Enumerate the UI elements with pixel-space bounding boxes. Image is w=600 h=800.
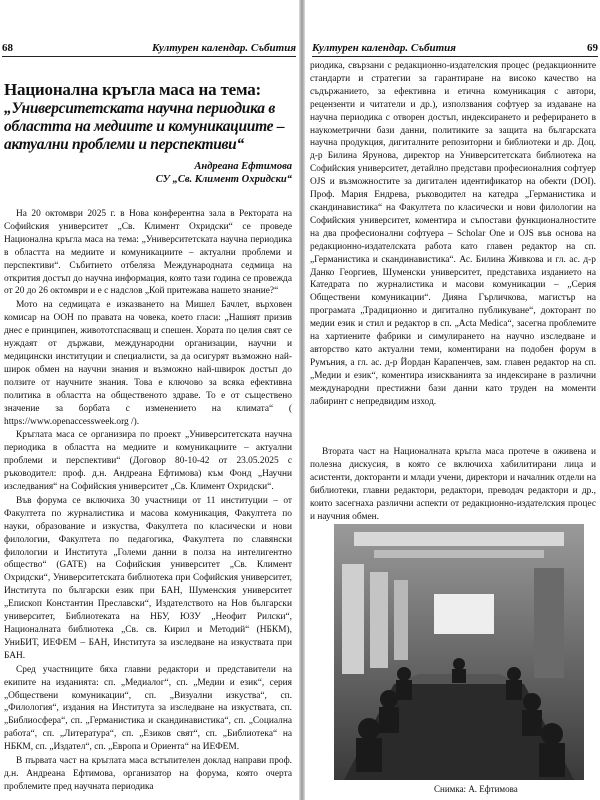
- right-column-text-2: [310, 446, 596, 524]
- right-column-text: [310, 60, 596, 500]
- author-block: [156, 160, 292, 186]
- paragraph: Във форума се включиха 30 участници от 11 институции – от Факултета по журналистика и масова комуникация, Факултета по науки, образование и изкуства, Факултета по класически и нови филологии, Факултета по педагогика, Факултета по славянски филологии и Института „Големи данни в полза на интелигентно общество“ (GATE) на Софийския университет „Св. Климент Охридски“, Университетската библиотека при Софийския университет, Института по български език при БАН, Шуменския университет „Епископ Константин Преславски“, Издателството на Нов български университет, Библиотеката на НБУ, ЮЗУ „Неофит Рилски“, Националната библиотека „Св. св. Кирил и Методий“ (НБКМ), УниБИТ, ИЕФЕМ – БАН, Института за изследване на изкуствата при БАН.: [4, 495, 292, 661]
- paragraph: Втората част на Националната кръгла маса протече в оживена и полезна дискусия, в която се включиха хабилитирани лица и асистенти, докторанти и млади учени, директори и началник отдели на библиотеки, главни редактори, редактори, преводач редактори и др., които засегнаха различни аспекти от редакционно-издателския процес и научния обмен.: [310, 447, 596, 522]
- left-page-header: [2, 42, 296, 57]
- author-affiliation: СУ „Св. Климент Охридски“: [155, 174, 292, 185]
- paragraph: На 20 октомври 2025 г. в Нова конферентна зала в Ректората на Софийския университет „Св. Климент Охридски“ се проведе Национална кръгла маса на тема: „Университетската научна периодика в областта на медиите и комуникациите – актуални проблеми и перспективи“. Събитието отбеляза Международната седмица на открития достъп до научна информация, която тази година се провежда от 20 до 26 октомври и е с надслов „Кой притежава нашето знание?“: [4, 209, 292, 297]
- paragraph: Сред участниците бяха главни редактори и представители на екипите на изданията: сп. „Медиалог“, сп. „Медии и език“, серия „Обществени комуникации“, сп. „Визуални изкуства“, сп. „Филология“, издания на Института за изследване на изкуствата, сп. „Библиосфера“, сп. „Германистика и скандинавистика“, сп. „Социална работа“, сп. „Литература“, сп. „Езиков свят“, сп. „Библиотека“ на НБКМ, сп. „Издател“, сп. „Европа и Ориента“ на ИЕФЕМ.: [4, 664, 292, 753]
- running-head: Културен календар. Събития: [152, 42, 296, 54]
- paragraph: риодика, свързани с редакционно-издателския процес (редакционните стандарти и стратегии за гарантиране на високо качество на съдържанието, за ефективна и етична комуникация с автори, рецензенти и читатели и др.), използвания софтуер за издаване на научна периодика с отворен достъп, индексирането и реферирането в наукометрични бази данни, политиките за защита на българската научна продукция, дигиталните репозиторни и библиотеки и др. Доц. д-р Билина Ярунова, директор на Университетската библиотека на Софийския университет, детайлно представи професионалния софтуер OJS и възможностите за дигитален идентификатор на обекти (DOI). Проф. Мария Ендрева, ръководител на катедра „Германистика и скандинавистика“ на Факултета по класически и нови филологии на Софийския университет, коментира и съпостави функционалностите на два професионални софтуера – Scholar One и OJS във основа на редакционно-издателската работа като главен редактор на сп. „Германистика и скандинавистика“. Ас. Билина Живкова и гл. ас. д-р Данко Георгиев, Шуменски университет, представиха изданието на Катедрата по журналистика и масови комуникации – „Серия Обществени комуникации“. Дияна Гърличкова, магистър на програмата „Традиционно и дигитално публикуване“, докторант по медии език и стил и редактор в сп. „Acta Medica“, засегна проблемите на хартиените фабрики и симулирането на научно изследване и авторство като актуални теми, коментирани на подобен форум в Румъния, а гл. ас. д-р Йордан Карапенчев, зам. главен редактор на сп. „Медии и език“, коментира изискванията за индексиране в различни международни престижни бази данни като труден на моменти лабиринт с непредвидим изход.: [310, 61, 596, 407]
- right-page: [304, 0, 600, 800]
- article-title: Национална кръгла маса на тема:: [4, 80, 261, 99]
- page-number: 69: [587, 42, 598, 54]
- conference-hall-photo: [334, 524, 584, 780]
- article-subtitle: „Университетската научна периодика в областта на медиите и комуникациите – актуални проблеми и перспективи“: [4, 100, 285, 153]
- photo-caption: Снимка: А. Ефтимова: [434, 784, 518, 794]
- paragraph: Кръглата маса се организира по проект „Университетската научна периодика в областта на медиите и комуникациите – актуални проблеми и перспективи“ (Договор 80-10-42 от 23.05.2025 с ръководител: проф. д.н. Андреана Ефтимова) към Фонд „Научни изследвания“ на Софийския университет „Св. Климент Охридски“.: [4, 430, 292, 493]
- author-name: Андреана Ефтимова: [194, 161, 292, 172]
- right-page-header: [312, 42, 598, 57]
- page-number: 68: [2, 42, 13, 54]
- running-head: Културен календар. Събития: [312, 42, 456, 54]
- paragraph: Мото на седмицата е изказването на Мишел Бачлет, върховен комисар на ООН по правата на човека, което гласи: „Нашият призив днес е принципен, живототспасяващ и спешен. Хората по целия свят се нуждаят от държави, международни организации, научни и медицински институции и специалисти, за да осигурят възможно най-широк обмен на научни знания и възможно най-швирок достъп до ползите от научните знания. Това е ключово за всяка ефективна политика в областта на общественото здраве. То е от съществено значение за борбата с изменението на климата“ ( https://www.openaccessweek.org /).: [4, 300, 292, 427]
- event-photo: [334, 524, 584, 780]
- paragraph: В първата част на кръглата маса встъпителен доклад направи проф. д.н. Андреана Ефтимова, организатор на форума, която очерта проблемите пред научната периодика: [4, 756, 292, 792]
- left-column-text: [4, 208, 292, 798]
